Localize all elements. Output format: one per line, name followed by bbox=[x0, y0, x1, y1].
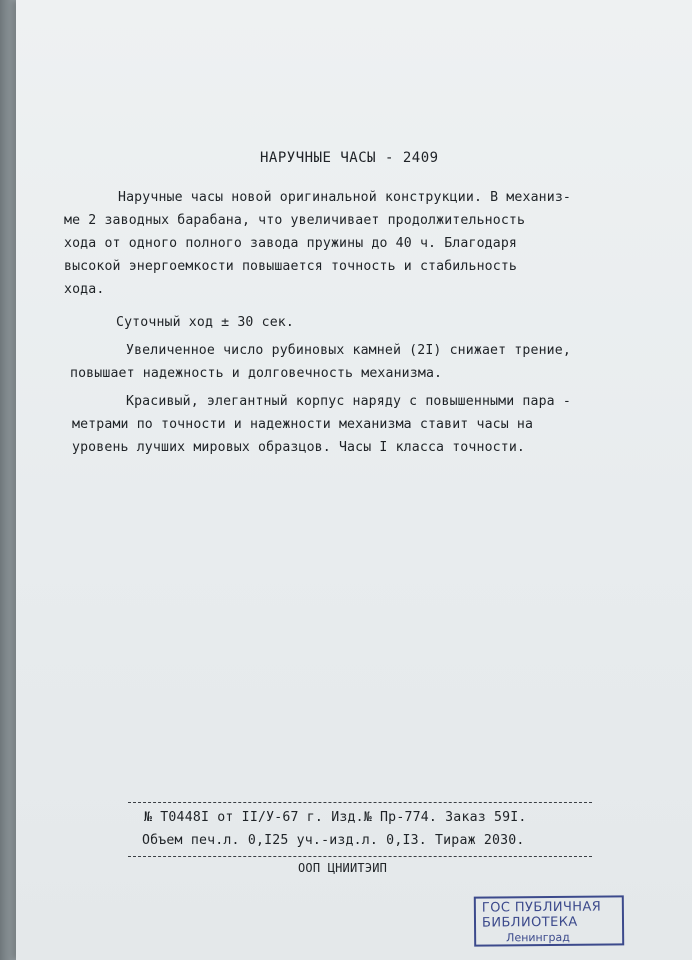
text-line: хода от одного полного завода пружины до 40 ч. Благодаря bbox=[64, 236, 518, 251]
library-stamp bbox=[474, 895, 624, 946]
footer-rule-top bbox=[128, 802, 592, 803]
footer-imprint-line: Объем печ.л. 0,I25 уч.-изд.л. 0,I3. Тираж 2030. bbox=[142, 833, 525, 848]
text-line: ме 2 заводных барабана, что увеличивает продолжительность bbox=[64, 213, 526, 228]
publisher-name: ООП ЦНИИТЭИП bbox=[298, 861, 388, 875]
text-line: повышает надежность и долговечность механизма. bbox=[70, 366, 443, 381]
text-line: Увеличенное число рубиновых камней (2I) снижает трение, bbox=[126, 343, 571, 358]
stamp-line: ГОС ПУБЛИЧНАЯ bbox=[481, 899, 602, 916]
text-line: хода. bbox=[64, 282, 105, 297]
document-title: НАРУЧНЫЕ ЧАСЫ - 2409 bbox=[260, 150, 439, 166]
stamp-line: Ленинград bbox=[506, 930, 570, 945]
text-line: Красивый, элегантный корпус наряду с повышенными пара - bbox=[126, 394, 571, 409]
background-edge bbox=[0, 0, 16, 960]
footer-rule-bottom bbox=[128, 856, 592, 857]
text-line: уровень лучших мировых образцов. Часы I класса точности. bbox=[72, 440, 526, 455]
text-line: метрами по точности и надежности механизма ставит часы на bbox=[72, 417, 534, 432]
daily-rate-line: Суточный ход ± 30 сек. bbox=[116, 315, 294, 330]
stamp-line: БИБЛИОТЕКА bbox=[481, 914, 578, 931]
text-line: Наручные часы новой оригинальной конструкции. В механиз- bbox=[118, 190, 572, 205]
document-page bbox=[16, 0, 692, 960]
text-line: высокой энергоемкости повышается точность и стабильность bbox=[64, 259, 518, 274]
footer-imprint-line: № Т0448I от II/У-67 г. Изд.№ Пр-774. Заказ 59I. bbox=[144, 810, 527, 825]
